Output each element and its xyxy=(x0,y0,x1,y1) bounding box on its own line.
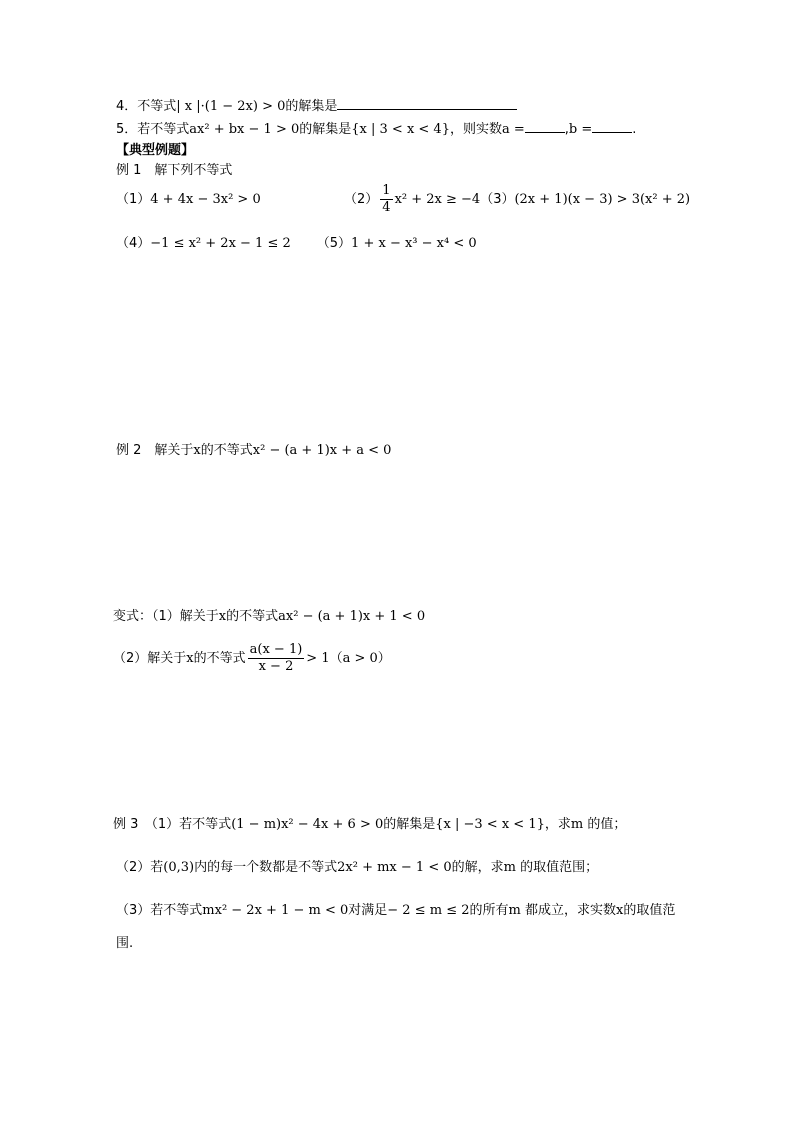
part-condition: − 2 ≤ m ≤ 2 xyxy=(387,903,470,918)
var-m: m xyxy=(570,817,584,832)
problem-4-tail: 的解集是 xyxy=(285,99,338,114)
variant-2 xyxy=(113,641,391,677)
example-1-parts-4-5 xyxy=(116,235,477,253)
variant-2-label: （2）解关于 xyxy=(113,651,187,666)
problem-5-set: {x | 3 < x < 4} xyxy=(351,122,450,137)
example-1-part-2 xyxy=(344,183,690,217)
example-2-math: x² − (a + 1)x + a < 0 xyxy=(252,443,392,458)
fraction-numerator: 1 xyxy=(382,183,391,198)
part-label: （3）若不等式 xyxy=(116,903,203,918)
variant-1-label: 变式：（1）解关于 xyxy=(113,609,219,624)
problem-4-math: | x |·(1 − 2x) > 0 xyxy=(176,99,286,114)
fraction-numerator: a(x − 1) xyxy=(249,642,303,657)
part-end: 的取值范围； xyxy=(515,860,599,875)
problem-5-mid: 的解集是 xyxy=(299,122,352,137)
part-math-3: (2x + 1)(x − 3) > 3(x² + 2) xyxy=(514,192,691,207)
part-label: （4） xyxy=(116,236,151,251)
example-3-part-2 xyxy=(116,859,598,877)
answer-blank-a[interactable] xyxy=(525,120,565,133)
problem-5-text: 5．若不等式 xyxy=(116,122,190,137)
part-tail: 都成立，求实数 xyxy=(520,903,616,918)
example-1-part-1 xyxy=(116,191,261,209)
part-mid-2: 的所有 xyxy=(469,903,509,918)
part-math: x² + 2x ≥ −4 xyxy=(394,192,481,207)
part-tail: 的解，求 xyxy=(451,860,504,875)
example-2-label: 例 2 解关于 xyxy=(116,443,194,458)
problem-5-end: . xyxy=(632,122,637,137)
part-mid: 对满足 xyxy=(348,903,388,918)
paren-open: （ xyxy=(329,651,343,666)
problem-5-a: a = xyxy=(502,122,525,137)
var-m: m xyxy=(508,903,521,918)
example-3-part-3-continued: 围. xyxy=(116,936,134,951)
part-label: （2） xyxy=(344,192,379,207)
example-1-title: 例 1 解下列不等式 xyxy=(116,163,233,178)
var-x: x xyxy=(218,609,227,624)
fraction-expression xyxy=(248,642,305,675)
example-3-mid: 的解集是 xyxy=(383,817,436,832)
part-mid: 内的每一个数都是不等式 xyxy=(194,860,338,875)
example-3-part-1 xyxy=(113,816,626,834)
example-3-set: {x | −3 < x < 1} xyxy=(435,817,545,832)
fraction-denominator: x − 2 xyxy=(258,659,294,674)
part-math: −1 ≤ x² + 2x − 1 ≤ 2 xyxy=(150,236,291,251)
part-label-3: （3） xyxy=(480,192,515,207)
part-label-5: （5） xyxy=(316,236,352,251)
variant-1 xyxy=(113,608,425,626)
answer-blank-4[interactable] xyxy=(337,97,517,110)
example-3-math: (1 − m)x² − 4x + 6 > 0 xyxy=(231,817,384,832)
part-label: （2）若 xyxy=(116,860,164,875)
variant-1-math: ax² − (a + 1)x + 1 < 0 xyxy=(278,609,426,624)
var-m: m xyxy=(503,860,516,875)
variant-1-mid: 的不等式 xyxy=(226,609,279,624)
part-math-5: 1 + x − x³ − x⁴ < 0 xyxy=(351,236,477,251)
problem-5-sep: , xyxy=(564,122,569,137)
variant-2-condition: a > 0 xyxy=(342,651,378,666)
problem-5-math: ax² + bx − 1 > 0 xyxy=(189,122,300,137)
interval: (0,3) xyxy=(163,860,195,875)
part-math: mx² − 2x + 1 − m < 0 xyxy=(202,903,349,918)
example-2 xyxy=(116,442,391,460)
answer-blank-b[interactable] xyxy=(592,120,632,133)
problem-5 xyxy=(116,120,636,139)
part-math: 4 + 4x − 3x² > 0 xyxy=(150,192,261,207)
part-label: （1） xyxy=(116,192,151,207)
part-math: 2x² + mx − 1 < 0 xyxy=(337,860,452,875)
example-3-tail: ，求 xyxy=(544,817,571,832)
part-end: 的取值范 xyxy=(623,903,676,918)
problem-4 xyxy=(116,97,517,116)
problem-5-b: b = xyxy=(568,122,593,137)
fraction-denominator: 4 xyxy=(382,200,391,215)
variant-2-relation: > 1 xyxy=(306,651,330,666)
example-3-end: 的值； xyxy=(583,817,627,832)
var-x: x xyxy=(193,443,201,458)
problem-4-text: 4．不等式 xyxy=(116,99,177,114)
var-x: x xyxy=(615,903,624,918)
var-x: x xyxy=(186,651,194,666)
example-3-label: 例 3 （1）若不等式 xyxy=(113,817,232,832)
paren-close: ） xyxy=(377,651,391,666)
fraction-one-quarter xyxy=(380,183,392,216)
example-2-mid: 的不等式 xyxy=(200,443,253,458)
variant-2-mid: 的不等式 xyxy=(193,651,246,666)
problem-5-tail: ，则实数 xyxy=(449,122,502,137)
example-3-part-3 xyxy=(116,902,675,920)
section-title: 【典型例题】 xyxy=(116,143,195,158)
